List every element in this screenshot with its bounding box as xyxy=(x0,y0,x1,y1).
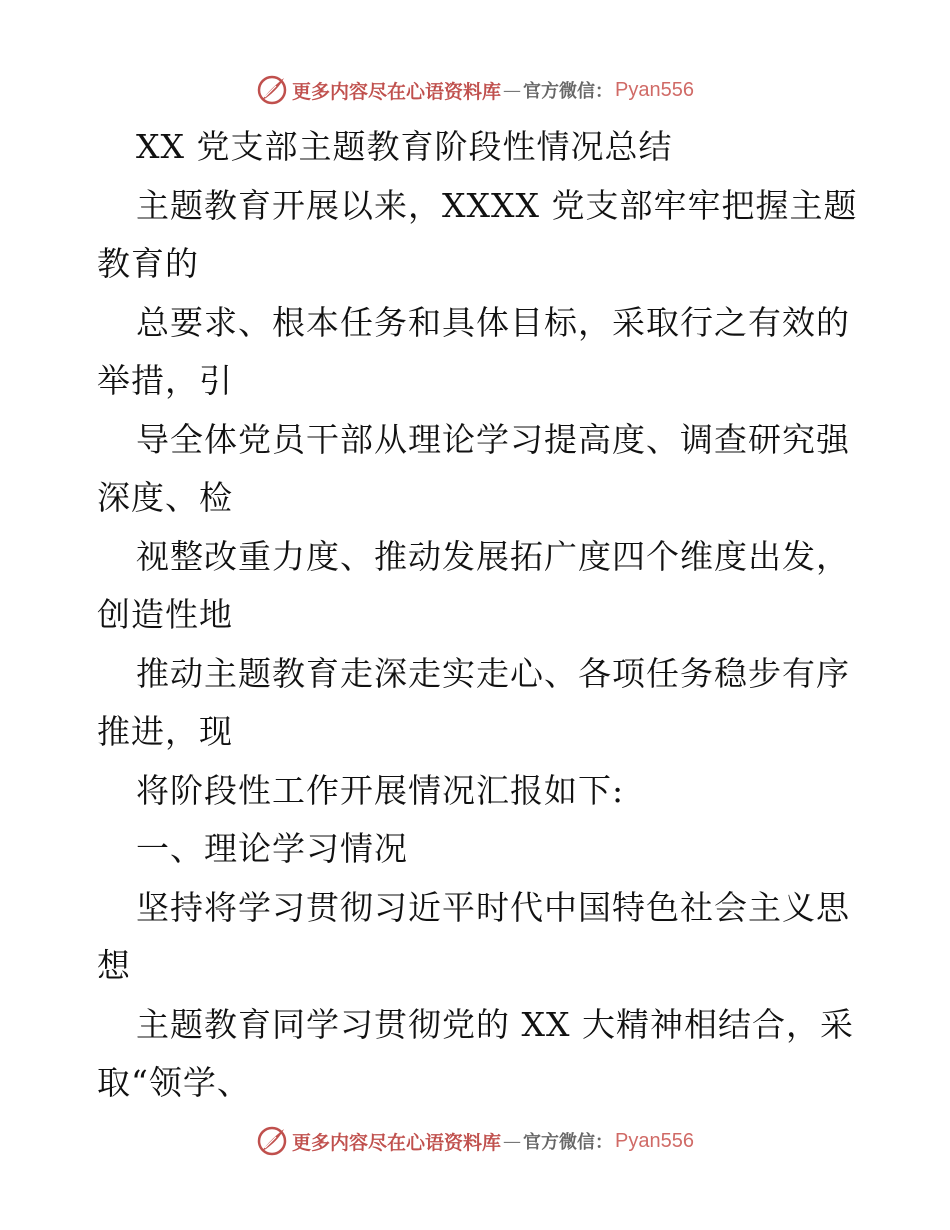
paragraph-line: 主题教育同学习贯彻党的 XX 大精神相结合，采 xyxy=(136,1004,854,1044)
watermark-wechat-label: 官方微信： xyxy=(523,81,614,102)
watermark-brand-text: 更多内容尽在心语资料库 xyxy=(292,80,502,103)
paragraph-line: 教育的 xyxy=(97,244,199,283)
paragraph-line: 想 xyxy=(97,946,131,985)
paragraph-line: 创造性地 xyxy=(97,595,233,634)
paragraph-line: 举措，引 xyxy=(97,361,233,400)
paragraph-line: 导全体党员干部从理论学习提高度、调查研究强 xyxy=(136,419,850,459)
watermark-wechat-id: Pyan556 xyxy=(615,1129,694,1152)
paragraph-line: 深度、检 xyxy=(97,478,233,517)
paragraph-line: 取“领学、 xyxy=(97,1063,251,1102)
quill-pen-circle-logo-icon xyxy=(256,1125,288,1157)
paragraph-line: 主题教育开展以来，XXXX 党支部牢牢把握主题 xyxy=(136,185,858,225)
watermark-separator: — xyxy=(503,79,522,101)
document-body xyxy=(97,118,867,1113)
watermark-brand-text: 更多内容尽在心语资料库 xyxy=(292,1131,502,1154)
paragraph-line: 总要求、根本任务和具体目标，采取行之有效的 xyxy=(136,302,850,342)
footer-watermark-banner xyxy=(0,1121,950,1161)
watermark-wechat-label: 官方微信： xyxy=(523,1132,614,1153)
quill-pen-circle-logo-icon xyxy=(256,74,288,106)
section-heading: 一、理论学习情况 xyxy=(136,829,408,868)
watermark-separator: — xyxy=(503,1130,522,1152)
paragraph-line: 推进，现 xyxy=(97,712,233,751)
header-watermark-banner xyxy=(0,70,950,110)
paragraph-line: 推动主题教育走深走实走心、各项任务稳步有序 xyxy=(136,653,850,693)
watermark-wechat-id: Pyan556 xyxy=(615,78,694,101)
document-title: XX 党支部主题教育阶段性情况总结 xyxy=(136,127,673,166)
paragraph-line: 视整改重力度、推动发展拓广度四个维度出发， xyxy=(136,536,850,576)
paragraph-line: 坚持将学习贯彻习近平时代中国特色社会主义思 xyxy=(136,887,850,927)
paragraph-line: 将阶段性工作开展情况汇报如下: xyxy=(136,770,625,810)
